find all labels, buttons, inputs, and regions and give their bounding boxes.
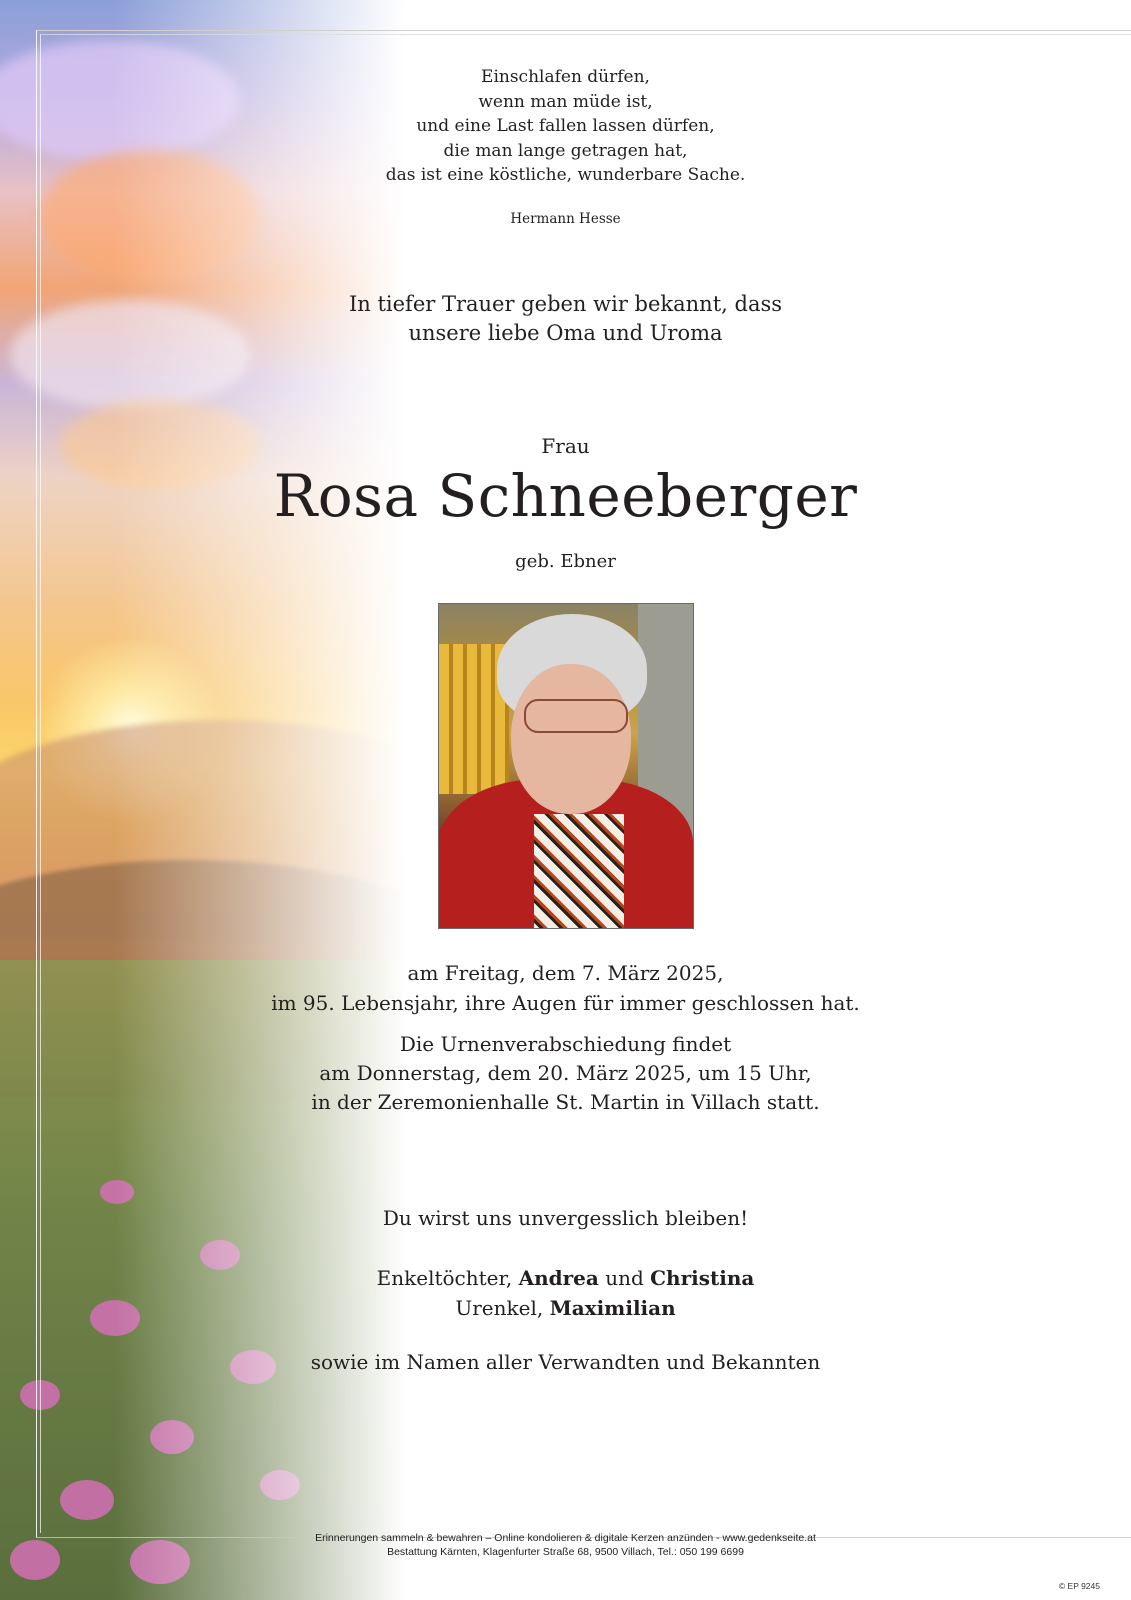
portrait-photo [438, 603, 694, 929]
salutation: Frau [541, 434, 590, 458]
ceremony-line: in der Zeremonienhalle St. Martin in Villach statt. [311, 1090, 820, 1114]
maiden-name: geb. Ebner [515, 551, 616, 572]
announcement-line: In tiefer Trauer geben wir bekannt, dass [348, 292, 783, 316]
grandchild-name: Christina [650, 1266, 755, 1290]
grandchildren-line [0, 1263, 1131, 1293]
footer-line: Erinnerungen sammeln & bewahren – Online kondolieren & digitale Kerzen anzünden - www.gedenkseite.at [315, 1532, 816, 1544]
footer [0, 1531, 1131, 1559]
poem-line: die man lange getragen hat, [443, 140, 688, 161]
poem [0, 65, 1131, 188]
great-grandchildren-line [0, 1293, 1131, 1323]
poem-line: das ist eine köstliche, wunderbare Sache. [385, 165, 746, 185]
grandchildren-prefix: Enkeltöchter, [376, 1266, 519, 1290]
announcement-line: unsere liebe Oma und Uroma [408, 321, 723, 345]
great-grandchildren-prefix: Urenkel, [455, 1296, 550, 1320]
death-notice [0, 958, 1131, 1018]
death-line: im 95. Lebensjahr, ihre Augen für immer geschlossen hat. [271, 991, 860, 1015]
photo-glasses [524, 699, 628, 733]
death-line: am Freitag, dem 7. März 2025, [407, 961, 724, 985]
announcement [0, 290, 1131, 348]
relatives-line: sowie im Namen aller Verwandten und Bekannten [310, 1350, 821, 1374]
poem-line: wenn man müde ist, [478, 91, 653, 112]
great-grandchild-name: Maximilian [549, 1296, 676, 1320]
photo-scarf [534, 814, 624, 929]
poem-line: und eine Last fallen lassen dürfen, [416, 116, 715, 136]
photo-face [511, 664, 631, 814]
poem-author: Hermann Hesse [510, 211, 621, 227]
family-signatures [0, 1263, 1131, 1323]
poem-line: Einschlafen dürfen, [481, 67, 650, 87]
farewell-line: Du wirst uns unvergesslich bleiben! [382, 1206, 749, 1230]
deceased-name: Rosa Schneeberger [273, 462, 858, 530]
document-code: © EP 9245 [1058, 1581, 1100, 1591]
grandchild-name: Andrea [518, 1266, 599, 1290]
ceremony-line: Die Urnenverabschiedung findet [399, 1032, 732, 1056]
footer-line: Bestattung Kärnten, Klagenfurter Straße 68, 9500 Villach, Tel.: 050 199 6699 [387, 1546, 744, 1558]
conjunction: und [598, 1266, 651, 1290]
ceremony-line: am Donnerstag, dem 20. März 2025, um 15 Uhr, [319, 1061, 812, 1085]
ceremony-notice [0, 1030, 1131, 1117]
